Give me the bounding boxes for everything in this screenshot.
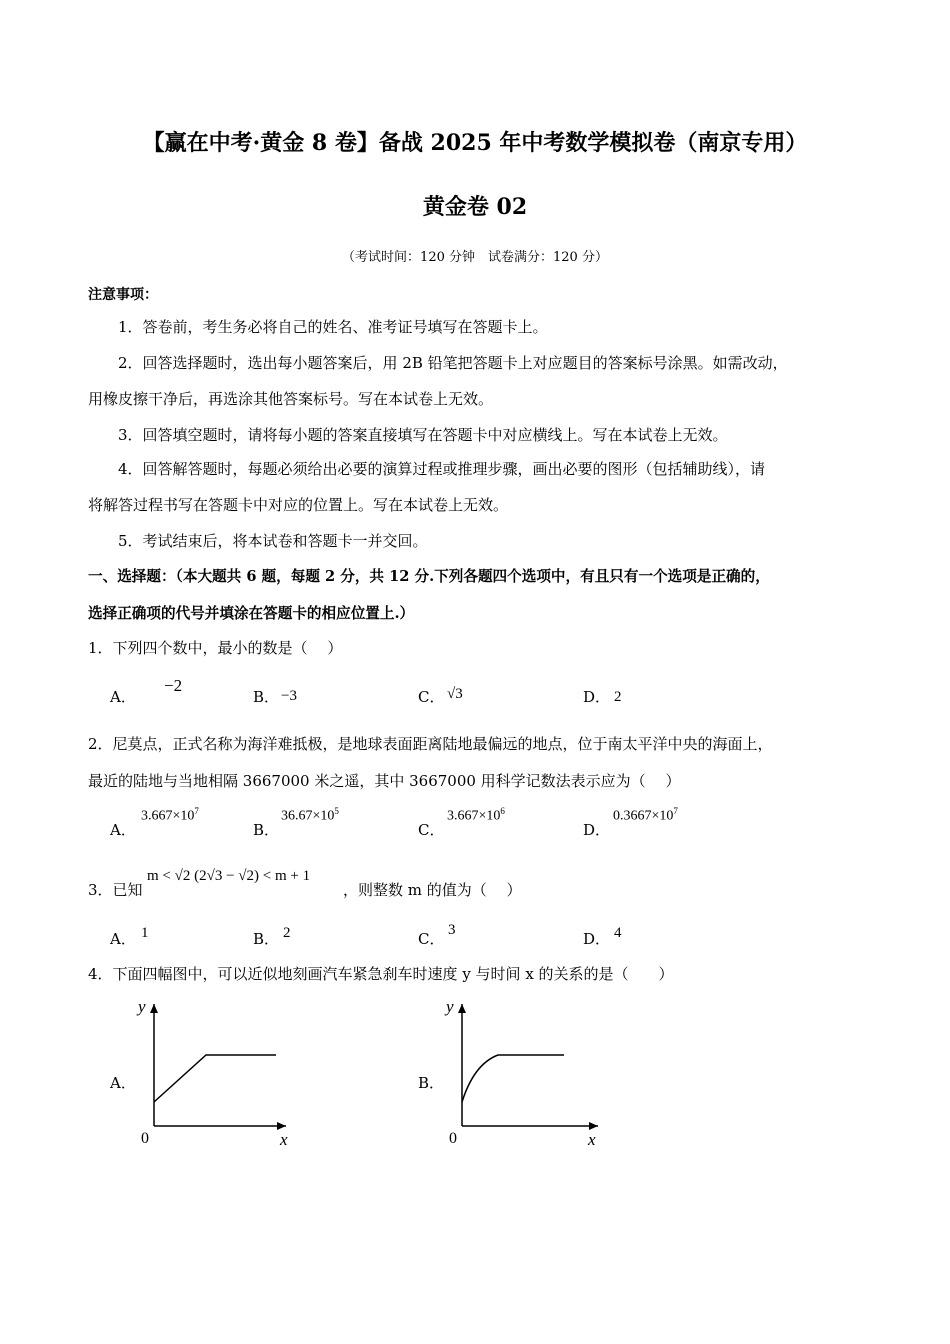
q4-graph-b	[438, 992, 608, 1152]
q1-option-a-value: −2	[164, 676, 183, 695]
notice-item-2-cont: 用橡皮擦干净后，再选涂其他答案标号。写在本试卷上无效。	[88, 390, 494, 408]
q3-option-c-label: C．	[418, 930, 445, 948]
q4-graph-a	[130, 992, 300, 1152]
notice-item-4-cont: 将解答过程书写在答题卡中对应的位置上。写在本试卷上无效。	[88, 496, 509, 514]
page-subtitle: 黄金卷 02	[422, 194, 528, 220]
section-heading-cont: 选择正确项的代号并填涂在答题卡的相应位置上.）	[88, 605, 415, 622]
question-1-stem: 1．下列四个数中，最小的数是（ ）	[88, 639, 343, 657]
q3-option-d-label: D．	[583, 930, 611, 948]
q1-option-b-value: −3	[281, 688, 297, 704]
exam-info: （考试时间：120 分钟 试卷满分：120 分）	[342, 250, 608, 265]
q2-option-c-value: $3.667\times 10^6$	[447, 806, 505, 824]
notice-item-5: 5．考试结束后，将本试卷和答题卡一并交回。	[118, 532, 428, 550]
question-3-suffix: ，则整数 m 的值为（ ）	[343, 881, 522, 899]
notice-heading: 注意事项：	[88, 287, 158, 303]
graph-b-x-label: x	[588, 1130, 596, 1149]
notice-item-3: 3．回答填空题时，请将每小题的答案直接填写在答题卡中对应横线上。写在本试卷上无效。	[118, 426, 728, 444]
question-2-stem: 2．尼莫点，正式名称为海洋难抵极，是地球表面距离陆地最偏远的地点，位于南太平洋中央的海面上，	[88, 735, 773, 753]
q3-option-c-value: 3	[448, 922, 456, 938]
notice-item-4: 4．回答解答题时，每题必须给出必要的演算过程或推理步骤，画出必要的图形（包括辅助线），请	[118, 460, 766, 478]
question-2-stem-cont: 最近的陆地与当地相隔 3667000 米之遥，其中 3667000 用科学记数法表示应为（ ）	[88, 772, 681, 790]
graph-a-curve	[154, 1055, 276, 1102]
section-heading: 一、选择题：（本大题共 6 题，每题 2 分，共 12 分.下列各题四个选项中，有且只有一个选项是正确的，	[88, 568, 770, 585]
graph-a-origin: 0	[141, 1130, 149, 1147]
q3-option-a-label: A．	[110, 930, 136, 948]
q1-option-a-label: A．	[110, 688, 136, 706]
q1-option-d-value: 2	[614, 689, 622, 705]
q2-option-a-label: A．	[110, 821, 136, 839]
q1-option-c-value: √3	[447, 686, 463, 702]
q2-option-a-value: $3.667\times 10^7$	[141, 806, 199, 824]
page-title: 【赢在中考·黄金 8 卷】备战 2025 年中考数学模拟卷（南京专用）	[142, 130, 808, 156]
q1-option-c-label: C．	[418, 688, 445, 706]
q1-option-d-label: D．	[583, 688, 611, 706]
q3-option-a-value: 1	[141, 925, 149, 941]
q2-option-d-value: $0.3667\times 10^7$	[613, 806, 678, 824]
question-3-expression: m < √2 (2√3 − √2) < m + 1	[147, 868, 311, 884]
q1-option-b-label: B．	[253, 688, 280, 706]
graph-a-x-label: x	[280, 1130, 288, 1149]
q4-option-a-label: A．	[110, 1074, 136, 1092]
q2-option-b-label: B．	[253, 821, 280, 839]
q2-option-c-label: C．	[418, 821, 445, 839]
notice-item-2: 2．回答选择题时，选出每小题答案后，用 2B 铅笔把答题卡上对应题目的答案标号涂黑。如需改动，	[118, 354, 788, 372]
graph-b-curve	[462, 1055, 564, 1102]
question-4-stem: 4．下面四幅图中，可以近似地刻画汽车紧急刹车时速度 y 与时间 x 的关系的是（ ）	[88, 965, 674, 983]
q4-option-b-label: B．	[418, 1074, 445, 1092]
q2-option-d-label: D．	[583, 821, 611, 839]
graph-b-y-label: y	[446, 997, 454, 1016]
graph-b-origin: 0	[449, 1130, 457, 1147]
question-3-prefix: 3．已知	[88, 881, 143, 899]
q3-option-b-label: B．	[253, 930, 280, 948]
graph-a-y-label: y	[138, 997, 146, 1016]
q3-option-b-value: 2	[283, 925, 291, 941]
notice-item-1: 1．答卷前，考生务必将自己的姓名、准考证号填写在答题卡上。	[118, 318, 548, 336]
q2-option-b-value: $36.67\times 10^5$	[281, 806, 339, 824]
q3-option-d-value: 4	[614, 925, 622, 941]
